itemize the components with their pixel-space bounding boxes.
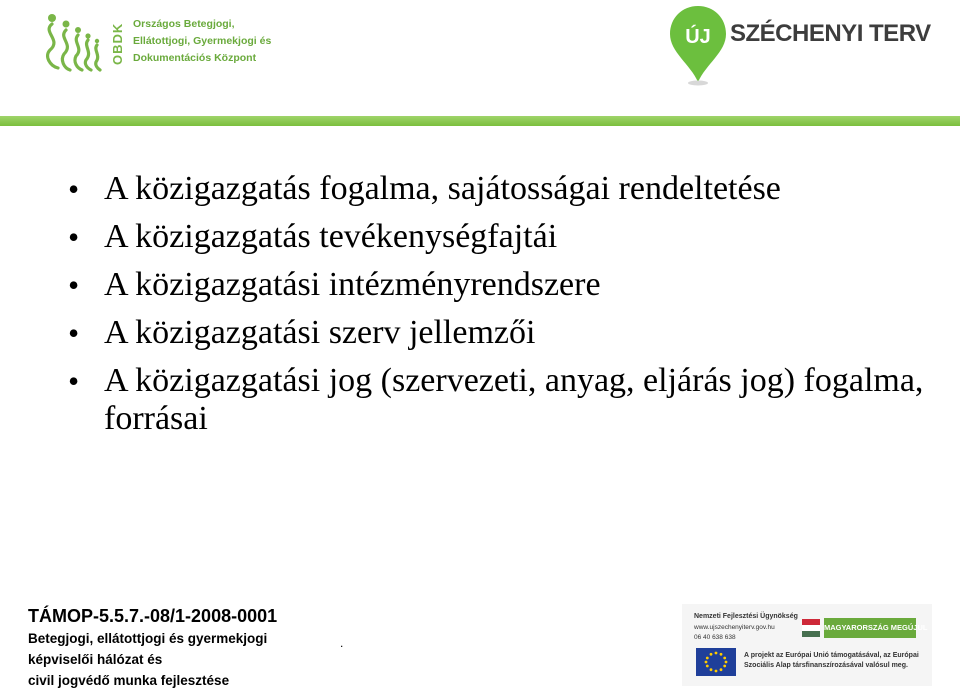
bullet-dot-icon: • [68,219,80,255]
nfu-website: www.ujszechenyiterv.gov.hu [694,624,775,631]
obdk-name-line: Ellátottjogi, Gyermekjogi és [133,35,272,47]
szechenyi-terv-logo [668,4,938,86]
bullet-item [60,218,930,256]
bullet-dot-icon: • [68,363,80,399]
szechenyi-title: SZÉCHENYI TERV [730,20,931,47]
magyarorszag-megujul-badge: MAGYARORSZÁG MEGÚJUL [824,618,916,638]
funding-logo-block [682,604,932,686]
bullet-text: A közigazgatási szerv jellemzői [104,314,536,351]
bullet-list [60,170,930,438]
obdk-name-line: Dokumentációs Központ [133,52,257,64]
bullet-text: A közigazgatási jog (szervezeti, anyag, eljárás jog) fogalma, forrásai [104,362,924,437]
eu-flag-icon [696,648,736,676]
nfu-phone: 06 40 638 638 [694,634,736,641]
bullet-item [60,314,930,352]
bullet-item [60,362,930,438]
slide-content [60,170,930,448]
obdk-name [133,16,283,67]
bullet-item [60,170,930,208]
szechenyi-pin-text: ÚJ [685,26,711,48]
bullet-item [60,266,930,304]
bullet-text: A közigazgatási intézményrendszere [104,266,601,303]
bullet-dot-icon: • [68,171,80,207]
bullet-text: A közigazgatás fogalma, sajátosságai rendeltetése [104,170,781,207]
header [0,0,960,118]
bullet-dot-icon: • [68,267,80,303]
obdk-abbrev: OBDK [110,22,125,66]
project-line: civil jogvédő munka fejlesztése [28,673,230,688]
footer-project-info [28,604,328,691]
header-divider-bar [0,116,960,126]
hungarian-flag-icon [802,619,820,637]
obdk-logo [40,10,270,76]
nfu-name: Nemzeti Fejlesztési Ügynökség [694,613,798,620]
bullet-dot-icon: • [68,315,80,351]
project-code: TÁMOP-5.5.7.-08/1-2008-0001 [28,606,278,626]
footer-dot: . [340,636,344,650]
eu-funding-line: A projekt az Európai Unió támogatásával, az Európai [744,652,919,659]
project-line: Betegjogi, ellátottjogi és gyermekjogi [28,631,268,646]
eu-funding-text [744,651,919,671]
obdk-name-line: Országos Betegjogi, [133,18,235,30]
project-line: képviselői hálózat és [28,652,163,667]
bullet-text: A közigazgatás tevékenységfajtái [104,218,558,255]
map-pin-icon [668,4,728,86]
eu-funding-line: Szociális Alap társfinanszírozásával valósul meg. [744,662,908,669]
